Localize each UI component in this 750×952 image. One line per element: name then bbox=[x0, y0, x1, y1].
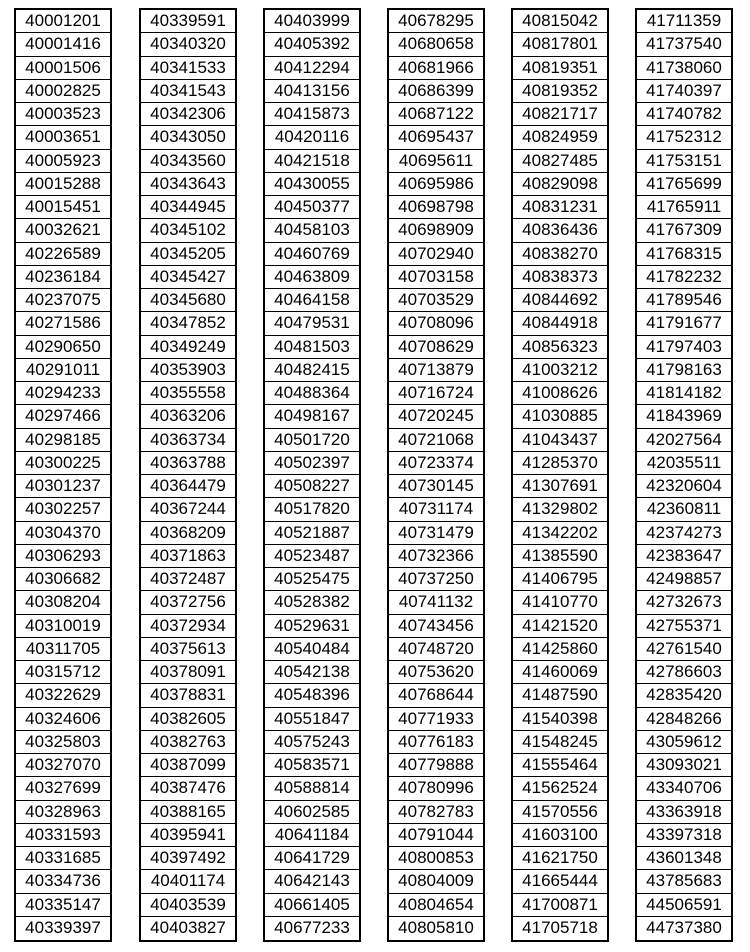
number-cell: 40363206 bbox=[141, 405, 235, 428]
number-cell: 40306293 bbox=[16, 545, 110, 568]
number-cell: 40681966 bbox=[389, 57, 483, 80]
number-cell: 40695611 bbox=[389, 150, 483, 173]
number-cell: 40372487 bbox=[141, 568, 235, 591]
number-column-4 bbox=[387, 8, 485, 942]
number-cell: 41342202 bbox=[513, 522, 607, 545]
number-cell: 41043437 bbox=[513, 429, 607, 452]
number-cell: 40324606 bbox=[16, 708, 110, 731]
number-cell: 40363734 bbox=[141, 429, 235, 452]
number-cell: 40642143 bbox=[265, 870, 359, 893]
number-cell: 40771933 bbox=[389, 708, 483, 731]
number-cell: 42498857 bbox=[637, 568, 731, 591]
number-cell: 40583571 bbox=[265, 754, 359, 777]
number-cell: 40005923 bbox=[16, 150, 110, 173]
number-cell: 40838270 bbox=[513, 243, 607, 266]
number-cell: 40708629 bbox=[389, 336, 483, 359]
number-cell: 40677233 bbox=[274, 917, 350, 937]
number-cell: 40768644 bbox=[389, 684, 483, 707]
number-cell: 40387476 bbox=[141, 777, 235, 800]
number-cell: 41797403 bbox=[637, 336, 731, 359]
number-cell: 40695437 bbox=[389, 126, 483, 149]
number-cell: 43059612 bbox=[637, 731, 731, 754]
number-cell: 42848266 bbox=[637, 708, 731, 731]
number-cell: 40844918 bbox=[513, 312, 607, 335]
number-cell: 41421520 bbox=[513, 615, 607, 638]
number-cell: 40528382 bbox=[265, 591, 359, 614]
number-cell: 44737380 bbox=[646, 917, 722, 937]
number-cell: 40782783 bbox=[389, 801, 483, 824]
number-cell: 40720245 bbox=[389, 405, 483, 428]
number-cell: 40743456 bbox=[389, 615, 483, 638]
number-cell: 40368209 bbox=[141, 522, 235, 545]
number-cell: 40403999 bbox=[265, 10, 359, 33]
number-cell: 40804009 bbox=[389, 870, 483, 893]
number-cell: 40349249 bbox=[141, 336, 235, 359]
number-cell: 40730145 bbox=[389, 475, 483, 498]
number-cell: 40844692 bbox=[513, 289, 607, 312]
number-cell: 40525475 bbox=[265, 568, 359, 591]
number-cell: 40588814 bbox=[265, 777, 359, 800]
number-cell: 41782232 bbox=[637, 266, 731, 289]
number-cell: 40015451 bbox=[16, 196, 110, 219]
number-cell: 40523487 bbox=[265, 545, 359, 568]
number-cell: 40723374 bbox=[389, 452, 483, 475]
number-cell: 40741132 bbox=[389, 591, 483, 614]
number-cell: 40521887 bbox=[265, 522, 359, 545]
number-cell: 42835420 bbox=[637, 684, 731, 707]
number-cell: 40342306 bbox=[141, 103, 235, 126]
number-cell: 40328963 bbox=[16, 801, 110, 824]
number-cell: 40382605 bbox=[141, 708, 235, 731]
number-cell: 40698798 bbox=[389, 196, 483, 219]
number-cell: 41711359 bbox=[637, 10, 731, 33]
number-cell: 42027564 bbox=[637, 429, 731, 452]
number-cell: 40297466 bbox=[16, 405, 110, 428]
number-cell: 41753151 bbox=[637, 150, 731, 173]
number-cell: 41665444 bbox=[513, 870, 607, 893]
number-cell: 43601348 bbox=[637, 847, 731, 870]
number-cell: 40450377 bbox=[265, 196, 359, 219]
number-cell: 40821717 bbox=[513, 103, 607, 126]
number-cell: 40804654 bbox=[389, 894, 483, 917]
number-cell: 41385590 bbox=[513, 545, 607, 568]
number-cell: 41603100 bbox=[513, 824, 607, 847]
number-cell: 40343560 bbox=[141, 150, 235, 173]
number-cell: 40311705 bbox=[16, 638, 110, 661]
number-cell: 40378091 bbox=[141, 661, 235, 684]
number-cell: 40737250 bbox=[389, 568, 483, 591]
number-cell: 40341533 bbox=[141, 57, 235, 80]
number-cell: 40226589 bbox=[16, 243, 110, 266]
number-cell: 41738060 bbox=[637, 57, 731, 80]
number-cell: 40341543 bbox=[141, 80, 235, 103]
number-cell: 40271586 bbox=[16, 312, 110, 335]
number-cell: 41406795 bbox=[513, 568, 607, 591]
number-cell: 40488364 bbox=[265, 382, 359, 405]
number-cell: 41425860 bbox=[513, 638, 607, 661]
number-cell: 40856323 bbox=[513, 336, 607, 359]
number-cell: 40306682 bbox=[16, 568, 110, 591]
number-cell: 40829098 bbox=[513, 173, 607, 196]
number-cell: 40481503 bbox=[265, 336, 359, 359]
number-column-5 bbox=[511, 8, 609, 942]
number-cell: 40001416 bbox=[16, 33, 110, 56]
number-cell: 40753620 bbox=[389, 661, 483, 684]
number-cell: 40721068 bbox=[389, 429, 483, 452]
number-cell: 40002825 bbox=[16, 80, 110, 103]
number-cell: 40817801 bbox=[513, 33, 607, 56]
number-cell: 40540484 bbox=[265, 638, 359, 661]
number-cell: 40327699 bbox=[16, 777, 110, 800]
number-cell: 40310019 bbox=[16, 615, 110, 638]
number-cell: 40702940 bbox=[389, 243, 483, 266]
number-cell: 40343050 bbox=[141, 126, 235, 149]
number-cell: 40331593 bbox=[16, 824, 110, 847]
number-cell: 40395941 bbox=[141, 824, 235, 847]
number-cell: 41740782 bbox=[637, 103, 731, 126]
number-cell: 41030885 bbox=[513, 405, 607, 428]
number-cell: 40780996 bbox=[389, 777, 483, 800]
number-cell: 40403539 bbox=[141, 894, 235, 917]
number-cell: 40364479 bbox=[141, 475, 235, 498]
number-cell: 40375613 bbox=[141, 638, 235, 661]
number-cell: 40298185 bbox=[16, 429, 110, 452]
number-cell: 41562524 bbox=[513, 777, 607, 800]
number-cell: 40413156 bbox=[265, 80, 359, 103]
number-cell: 42786603 bbox=[637, 661, 731, 684]
number-cell: 40716724 bbox=[389, 382, 483, 405]
number-cell: 40003651 bbox=[16, 126, 110, 149]
number-cell: 41307691 bbox=[513, 475, 607, 498]
number-cell: 41008626 bbox=[513, 382, 607, 405]
number-cell: 40529631 bbox=[265, 615, 359, 638]
number-cell: 41285370 bbox=[513, 452, 607, 475]
number-cell: 41789546 bbox=[637, 289, 731, 312]
number-cell: 41798163 bbox=[637, 359, 731, 382]
number-cell: 40421518 bbox=[265, 150, 359, 173]
number-cell: 40708096 bbox=[389, 312, 483, 335]
number-cell: 40340320 bbox=[141, 33, 235, 56]
number-column-1 bbox=[14, 8, 112, 942]
number-cell: 40315712 bbox=[16, 661, 110, 684]
number-cell: 40542138 bbox=[265, 661, 359, 684]
number-column-6 bbox=[635, 8, 733, 942]
number-cell: 40363788 bbox=[141, 452, 235, 475]
number-cell: 40678295 bbox=[389, 10, 483, 33]
number-cell: 40831231 bbox=[513, 196, 607, 219]
number-cell: 41460069 bbox=[513, 661, 607, 684]
number-cell: 40713879 bbox=[389, 359, 483, 382]
number-cell: 41003212 bbox=[513, 359, 607, 382]
number-cell: 40815042 bbox=[513, 10, 607, 33]
number-cell: 40695986 bbox=[389, 173, 483, 196]
number-cell: 40824959 bbox=[513, 126, 607, 149]
number-cell: 40345102 bbox=[141, 219, 235, 242]
number-cell: 40827485 bbox=[513, 150, 607, 173]
number-cell: 40412294 bbox=[265, 57, 359, 80]
number-cell: 40517820 bbox=[265, 498, 359, 521]
number-cell: 40339591 bbox=[141, 10, 235, 33]
number-cell: 40300225 bbox=[16, 452, 110, 475]
number-cell: 40463809 bbox=[265, 266, 359, 289]
number-cell: 41410770 bbox=[513, 591, 607, 614]
number-cell: 40325803 bbox=[16, 731, 110, 754]
number-cell: 40322629 bbox=[16, 684, 110, 707]
number-cell: 41555464 bbox=[513, 754, 607, 777]
number-cell: 40003523 bbox=[16, 103, 110, 126]
number-cell: 41705718 bbox=[522, 917, 598, 937]
number-cell: 40819352 bbox=[513, 80, 607, 103]
number-cell: 41843969 bbox=[637, 405, 731, 428]
number-cell: 40498167 bbox=[265, 405, 359, 428]
number-cell: 40387099 bbox=[141, 754, 235, 777]
number-cell: 40355558 bbox=[141, 382, 235, 405]
number-cell: 41540398 bbox=[513, 708, 607, 731]
number-cell: 40001506 bbox=[16, 57, 110, 80]
number-cell: 40401174 bbox=[141, 870, 235, 893]
number-cell: 40378831 bbox=[141, 684, 235, 707]
number-cell: 40344945 bbox=[141, 196, 235, 219]
number-cell: 40032621 bbox=[16, 219, 110, 242]
number-cell: 40345680 bbox=[141, 289, 235, 312]
number-cell: 40302257 bbox=[16, 498, 110, 521]
number-cell: 40345427 bbox=[141, 266, 235, 289]
number-cell: 40838373 bbox=[513, 266, 607, 289]
number-cell: 41329802 bbox=[513, 498, 607, 521]
number-cell: 40641729 bbox=[265, 847, 359, 870]
number-cell: 40575243 bbox=[265, 731, 359, 754]
number-cell: 40482415 bbox=[265, 359, 359, 382]
number-cell: 40294233 bbox=[16, 382, 110, 405]
number-cell: 41765911 bbox=[637, 196, 731, 219]
number-cell: 40680658 bbox=[389, 33, 483, 56]
number-cell: 40479531 bbox=[265, 312, 359, 335]
number-cell: 40687122 bbox=[389, 103, 483, 126]
number-cell: 40388165 bbox=[141, 801, 235, 824]
number-cell: 40397492 bbox=[141, 847, 235, 870]
number-cell: 41700871 bbox=[513, 894, 607, 917]
number-cell: 40458103 bbox=[265, 219, 359, 242]
number-cell: 40304370 bbox=[16, 522, 110, 545]
number-cell: 40335147 bbox=[16, 894, 110, 917]
number-cell: 40405392 bbox=[265, 33, 359, 56]
number-cell: 41814182 bbox=[637, 382, 731, 405]
number-cell: 43397318 bbox=[637, 824, 731, 847]
number-cell: 40703529 bbox=[389, 289, 483, 312]
number-cell: 40836436 bbox=[513, 219, 607, 242]
number-cell: 40331685 bbox=[16, 847, 110, 870]
number-cell: 40776183 bbox=[389, 731, 483, 754]
number-cell: 40371863 bbox=[141, 545, 235, 568]
number-cell: 40805810 bbox=[398, 917, 474, 937]
number-cell: 41791677 bbox=[637, 312, 731, 335]
number-cell: 42374273 bbox=[637, 522, 731, 545]
number-cell: 42320604 bbox=[637, 475, 731, 498]
number-cell: 40334736 bbox=[16, 870, 110, 893]
number-cell: 40779888 bbox=[389, 754, 483, 777]
number-cell: 40551847 bbox=[265, 708, 359, 731]
number-cell: 41548245 bbox=[513, 731, 607, 754]
number-cell: 42761540 bbox=[637, 638, 731, 661]
number-cell: 41621750 bbox=[513, 847, 607, 870]
number-cell: 40698909 bbox=[389, 219, 483, 242]
number-column-2 bbox=[139, 8, 237, 942]
number-cell: 41765699 bbox=[637, 173, 731, 196]
number-cell: 40382763 bbox=[141, 731, 235, 754]
number-cell: 40353903 bbox=[141, 359, 235, 382]
number-cell: 40001201 bbox=[16, 10, 110, 33]
number-cell: 40800853 bbox=[389, 847, 483, 870]
number-cell: 41740397 bbox=[637, 80, 731, 103]
number-cell: 40015288 bbox=[16, 173, 110, 196]
number-column-3 bbox=[263, 8, 361, 942]
number-cell: 44506591 bbox=[637, 894, 731, 917]
number-cell: 41737540 bbox=[637, 33, 731, 56]
number-cell: 40308204 bbox=[16, 591, 110, 614]
number-cell: 40327070 bbox=[16, 754, 110, 777]
number-cell: 40464158 bbox=[265, 289, 359, 312]
number-cell: 40367244 bbox=[141, 498, 235, 521]
number-cell: 40602585 bbox=[265, 801, 359, 824]
number-cell: 42035511 bbox=[637, 452, 731, 475]
number-cell: 40291011 bbox=[16, 359, 110, 382]
number-cell: 40415873 bbox=[265, 103, 359, 126]
number-cell: 41768315 bbox=[637, 243, 731, 266]
number-cell: 40301237 bbox=[16, 475, 110, 498]
number-cell: 40686399 bbox=[389, 80, 483, 103]
number-cell: 42383647 bbox=[637, 545, 731, 568]
number-cell: 40748720 bbox=[389, 638, 483, 661]
number-cell: 40703158 bbox=[389, 266, 483, 289]
number-cell: 41487590 bbox=[513, 684, 607, 707]
number-cell: 40641184 bbox=[265, 824, 359, 847]
number-cell: 40290650 bbox=[16, 336, 110, 359]
number-cell: 40237075 bbox=[16, 289, 110, 312]
number-cell: 40339397 bbox=[25, 917, 101, 937]
number-cell: 40731479 bbox=[389, 522, 483, 545]
number-cell: 41767309 bbox=[637, 219, 731, 242]
number-cell: 42755371 bbox=[637, 615, 731, 638]
number-cell: 41570556 bbox=[513, 801, 607, 824]
number-cell: 43093021 bbox=[637, 754, 731, 777]
number-cell: 40236184 bbox=[16, 266, 110, 289]
number-cell: 40501720 bbox=[265, 429, 359, 452]
number-cell: 40347852 bbox=[141, 312, 235, 335]
number-cell: 40430055 bbox=[265, 173, 359, 196]
number-cell: 40372934 bbox=[141, 615, 235, 638]
number-cell: 40548396 bbox=[265, 684, 359, 707]
number-cell: 43785683 bbox=[637, 870, 731, 893]
number-cell: 42732673 bbox=[637, 591, 731, 614]
number-cell: 40345205 bbox=[141, 243, 235, 266]
number-cell: 40420116 bbox=[265, 126, 359, 149]
number-cell: 40661405 bbox=[265, 894, 359, 917]
number-cell: 40791044 bbox=[389, 824, 483, 847]
number-cell: 41752312 bbox=[637, 126, 731, 149]
number-cell: 40460769 bbox=[265, 243, 359, 266]
number-cell: 40403827 bbox=[150, 917, 226, 937]
number-cell: 40732366 bbox=[389, 545, 483, 568]
number-cell: 43363918 bbox=[637, 801, 731, 824]
number-cell: 43340706 bbox=[637, 777, 731, 800]
number-cell: 40502397 bbox=[265, 452, 359, 475]
number-cell: 42360811 bbox=[637, 498, 731, 521]
number-cell: 40508227 bbox=[265, 475, 359, 498]
number-cell: 40372756 bbox=[141, 591, 235, 614]
number-cell: 40343643 bbox=[141, 173, 235, 196]
number-cell: 40819351 bbox=[513, 57, 607, 80]
number-cell: 40731174 bbox=[389, 498, 483, 521]
